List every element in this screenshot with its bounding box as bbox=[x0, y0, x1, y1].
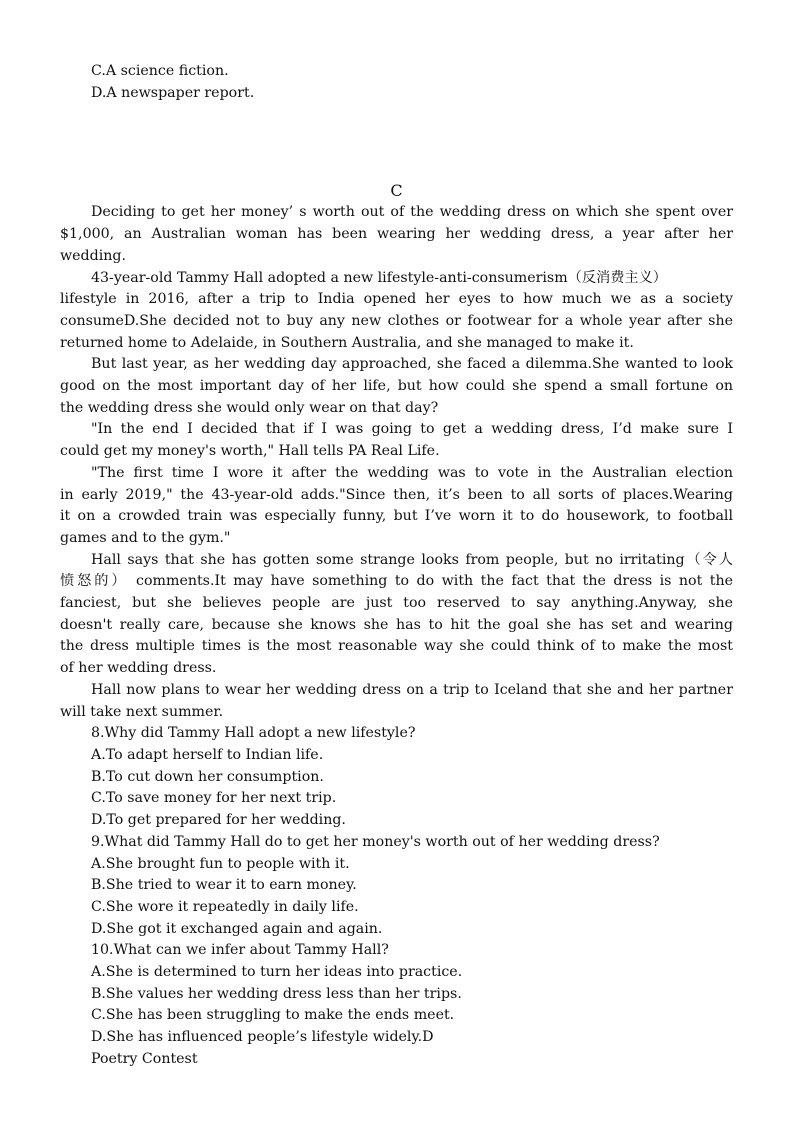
passage-line: the dress multiple times is the most reasonable way she could think of to make the most bbox=[60, 638, 733, 655]
question-option: A.To adapt herself to Indian life. bbox=[91, 746, 324, 763]
question-option: A.She is determined to turn her ideas into practice. bbox=[91, 964, 463, 981]
passage-line: returned home to Adelaide, in Southern Australia, and she managed to make it. bbox=[60, 334, 634, 351]
passage-line: games and to the gym." bbox=[60, 529, 231, 546]
passage-line: of her wedding dress. bbox=[60, 660, 217, 677]
passage-line: But last year, as her wedding day approached, she faced a dilemma.She wanted to look bbox=[91, 356, 733, 373]
question-option: C.She wore it repeatedly in daily life. bbox=[91, 898, 359, 915]
question-option: D.To get prepared for her wedding. bbox=[91, 812, 346, 829]
question-option: C.To save money for her next trip. bbox=[91, 790, 337, 807]
question-stem: 9.What did Tammy Hall do to get her money's worth out of her wedding dress? bbox=[91, 833, 660, 850]
passage-line: in early 2019," the 43-year-old adds."Since then, it’s been to all sorts of places.Wearing bbox=[60, 486, 733, 503]
question-option: B.She values her wedding dress less than her trips. bbox=[91, 985, 462, 1002]
passage-line: fanciest, but she believes people are just too reserved to say anything.Anyway, she bbox=[60, 595, 733, 612]
passage-line: 43-year-old Tammy Hall adopted a new lifestyle-anti-consumerism（反消费主义） bbox=[91, 269, 667, 286]
passage-line: doesn't really care, because she knows she has to hit the goal she has set and wearing bbox=[60, 616, 733, 633]
trailing-heading: Poetry Contest bbox=[91, 1050, 198, 1067]
passage-line: Hall now plans to wear her wedding dress on a trip to Iceland that she and her partner bbox=[91, 681, 733, 698]
passage-line: Deciding to get her money’ s worth out of the wedding dress on which she spent over bbox=[91, 204, 733, 221]
question-option: B.To cut down her consumption. bbox=[91, 768, 324, 785]
option-line: D.A newspaper report. bbox=[91, 84, 255, 101]
question-option: B.She tried to wear it to earn money. bbox=[91, 877, 357, 894]
passage-line: will take next summer. bbox=[60, 703, 224, 720]
passage-line: good on the most important day of her life, but how could she spend a small fortune on bbox=[60, 378, 733, 395]
question-option: D.She got it exchanged again and again. bbox=[91, 920, 383, 937]
question-option: A.She brought fun to people with it. bbox=[91, 855, 350, 872]
option-line: C.A science fiction. bbox=[91, 63, 229, 79]
passage bbox=[60, 202, 733, 723]
passage-line: could get my money's worth," Hall tells PA Real Life. bbox=[60, 443, 440, 460]
passage-line: "In the end I decided that if I was going to get a wedding dress, I’d make sure I bbox=[91, 421, 733, 438]
passage-line: $1,000, an Australian woman has been wearing her wedding dress, a year after her wedding. bbox=[60, 226, 733, 264]
question-stem: 8.Why did Tammy Hall adopt a new lifestyle? bbox=[91, 725, 416, 742]
question-option: C.She has been struggling to make the ends meet. bbox=[91, 1007, 455, 1024]
passage-line: consumeD.She decided not to buy any new clothes or footwear for a whole year after she bbox=[60, 312, 733, 329]
document-page bbox=[60, 61, 733, 1071]
passage-line: lifestyle in 2016, after a trip to India opened her eyes to how much we as a society bbox=[60, 291, 733, 308]
passage-line: "The first time I wore it after the wedding was to vote in the Australian election bbox=[91, 464, 733, 481]
question-option: D.She has influenced people’s lifestyle widely.D bbox=[91, 1029, 434, 1046]
previous-question-options bbox=[60, 61, 733, 104]
section-gap bbox=[60, 104, 733, 180]
question-list bbox=[60, 723, 733, 1049]
question-stem: 10.What can we infer about Tammy Hall? bbox=[91, 942, 389, 959]
passage-line: Hall says that she has gotten some strange looks from people, but no irritating（令人 bbox=[91, 551, 733, 568]
passage-line: the wedding dress she would only wear on that day? bbox=[60, 399, 439, 416]
section-heading: C bbox=[390, 181, 403, 201]
passage-line: it on a crowded train was especially funny, but I’ve worn it to do housework, to football bbox=[60, 508, 733, 525]
passage-line: 愤怒的） comments.It may have something to do with the fact that the dress is not the bbox=[60, 573, 733, 590]
